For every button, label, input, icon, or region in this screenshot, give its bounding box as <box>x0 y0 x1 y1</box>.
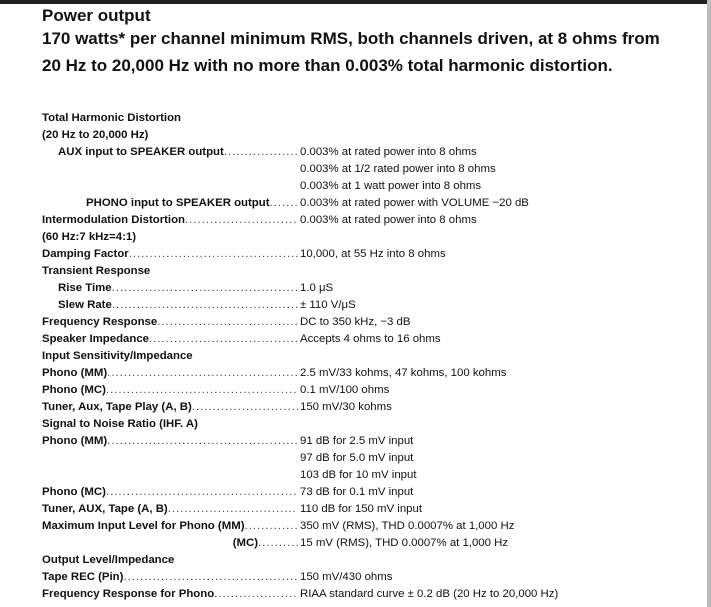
spec-value: 150 mV/30 kohms <box>300 401 392 413</box>
spec-label: Damping Factor <box>42 248 129 260</box>
spec-label: Tuner, Aux, Tape Play (A, B) <box>42 401 192 413</box>
spec-row <box>42 569 682 586</box>
spec-value: 73 dB for 0.1 mV input <box>300 486 414 498</box>
spec-label: Intermodulation Distortion <box>42 214 186 226</box>
spec-value: 103 dB for 10 mV input <box>300 469 417 481</box>
spec-label: Frequency Response for Phono <box>42 588 215 600</box>
section-heading: Power output <box>42 6 151 25</box>
spec-value: 0.003% at 1 watt power into 8 ohms <box>300 180 482 192</box>
spec-row <box>42 331 682 348</box>
spec-value: 2.5 mV/33 kohms, 47 kohms, 100 kohms <box>300 367 507 379</box>
spec-value: DC to 350 kHz, −3 dB <box>300 316 411 328</box>
spec-value: RIAA standard curve ± 0.2 dB (20 Hz to 20,000 Hz) <box>300 588 559 600</box>
spec-row <box>42 382 682 399</box>
spec-row <box>42 450 682 467</box>
spec-row <box>42 348 682 365</box>
power-output-statement: 170 watts* per channel minimum RMS, both channels driven, at 8 ohms from 20 Hz to 20,000 Hz with no more than 0.003% total harmonic distortion. <box>42 29 660 75</box>
top-rule <box>0 0 711 4</box>
spec-table <box>42 110 682 603</box>
spec-row <box>42 144 682 161</box>
spec-value: ± 110 V/μS <box>300 299 356 311</box>
spec-row <box>42 433 682 450</box>
spec-row <box>42 365 682 382</box>
spec-label: Tuner, AUX, Tape (A, B) <box>42 503 168 515</box>
spec-value: 15 mV (RMS), THD 0.0007% at 1,000 Hz <box>300 537 509 549</box>
spec-label: Output Level/Impedance <box>42 554 175 566</box>
spec-row <box>42 586 682 603</box>
spec-label: (MC) <box>232 537 258 549</box>
spec-label: Slew Rate <box>58 299 112 311</box>
spec-value: 150 mV/430 ohms <box>300 571 393 583</box>
spec-value: 110 dB for 150 mV input <box>300 503 422 515</box>
spec-label: (60 Hz:7 kHz=4:1) <box>42 231 137 243</box>
spec-row <box>42 416 682 433</box>
spec-row <box>42 110 682 127</box>
spec-row <box>42 161 682 178</box>
spec-row <box>42 229 682 246</box>
spec-row <box>42 484 682 501</box>
spec-value: 97 dB for 5.0 mV input <box>300 452 414 464</box>
spec-label: Total Harmonic Distortion <box>42 112 182 124</box>
spec-row <box>42 263 682 280</box>
spec-row <box>42 467 682 484</box>
spec-row <box>42 552 682 569</box>
spec-row <box>42 314 682 331</box>
spec-row <box>42 246 682 263</box>
page-right-border <box>707 0 711 607</box>
spec-row <box>42 518 682 535</box>
spec-value: 1.0 μS <box>300 282 334 294</box>
spec-value: 0.003% at rated power into 8 ohms <box>300 146 477 158</box>
spec-label: AUX input to SPEAKER output <box>58 146 224 158</box>
spec-value: 0.1 mV/100 ohms <box>300 384 390 396</box>
spec-row <box>42 399 682 416</box>
spec-label: (20 Hz to 20,000 Hz) <box>42 129 149 141</box>
spec-label: Tape REC (Pin) <box>42 571 124 583</box>
spec-value: 0.003% at rated power with VOLUME −20 dB <box>300 197 529 209</box>
spec-label: Speaker Impedance <box>42 333 149 345</box>
spec-row <box>42 501 682 518</box>
spec-label: Phono (MM) <box>42 367 108 379</box>
spec-label: Frequency Response <box>42 316 158 328</box>
spec-value: 91 dB for 2.5 mV input <box>300 435 414 447</box>
spec-label: Signal to Noise Ratio (IHF. A) <box>42 418 198 430</box>
spec-row <box>42 195 682 212</box>
spec-label: Phono (MM) <box>42 435 108 447</box>
spec-value: 0.003% at rated power into 8 ohms <box>300 214 477 226</box>
spec-row <box>42 127 682 144</box>
spec-row <box>42 297 682 314</box>
spec-row <box>42 535 682 552</box>
spec-label: PHONO input to SPEAKER output <box>86 197 270 209</box>
spec-label: Phono (MC) <box>42 384 106 396</box>
spec-label: Maximum Input Level for Phono (MM) <box>42 520 245 532</box>
spec-value: 10,000, at 55 Hz into 8 ohms <box>300 248 446 260</box>
spec-row <box>42 178 682 195</box>
spec-label: Rise Time <box>58 282 112 294</box>
spec-label: Transient Response <box>42 265 151 277</box>
spec-label: Input Sensitivity/Impedance <box>42 350 193 362</box>
spec-label: Phono (MC) <box>42 486 106 498</box>
spec-value: Accepts 4 ohms to 16 ohms <box>300 333 441 345</box>
spec-row <box>42 280 682 297</box>
spec-value: 350 mV (RMS), THD 0.0007% at 1,000 Hz <box>300 520 515 532</box>
spec-value: 0.003% at 1/2 rated power into 8 ohms <box>300 163 496 175</box>
spec-row <box>42 212 682 229</box>
